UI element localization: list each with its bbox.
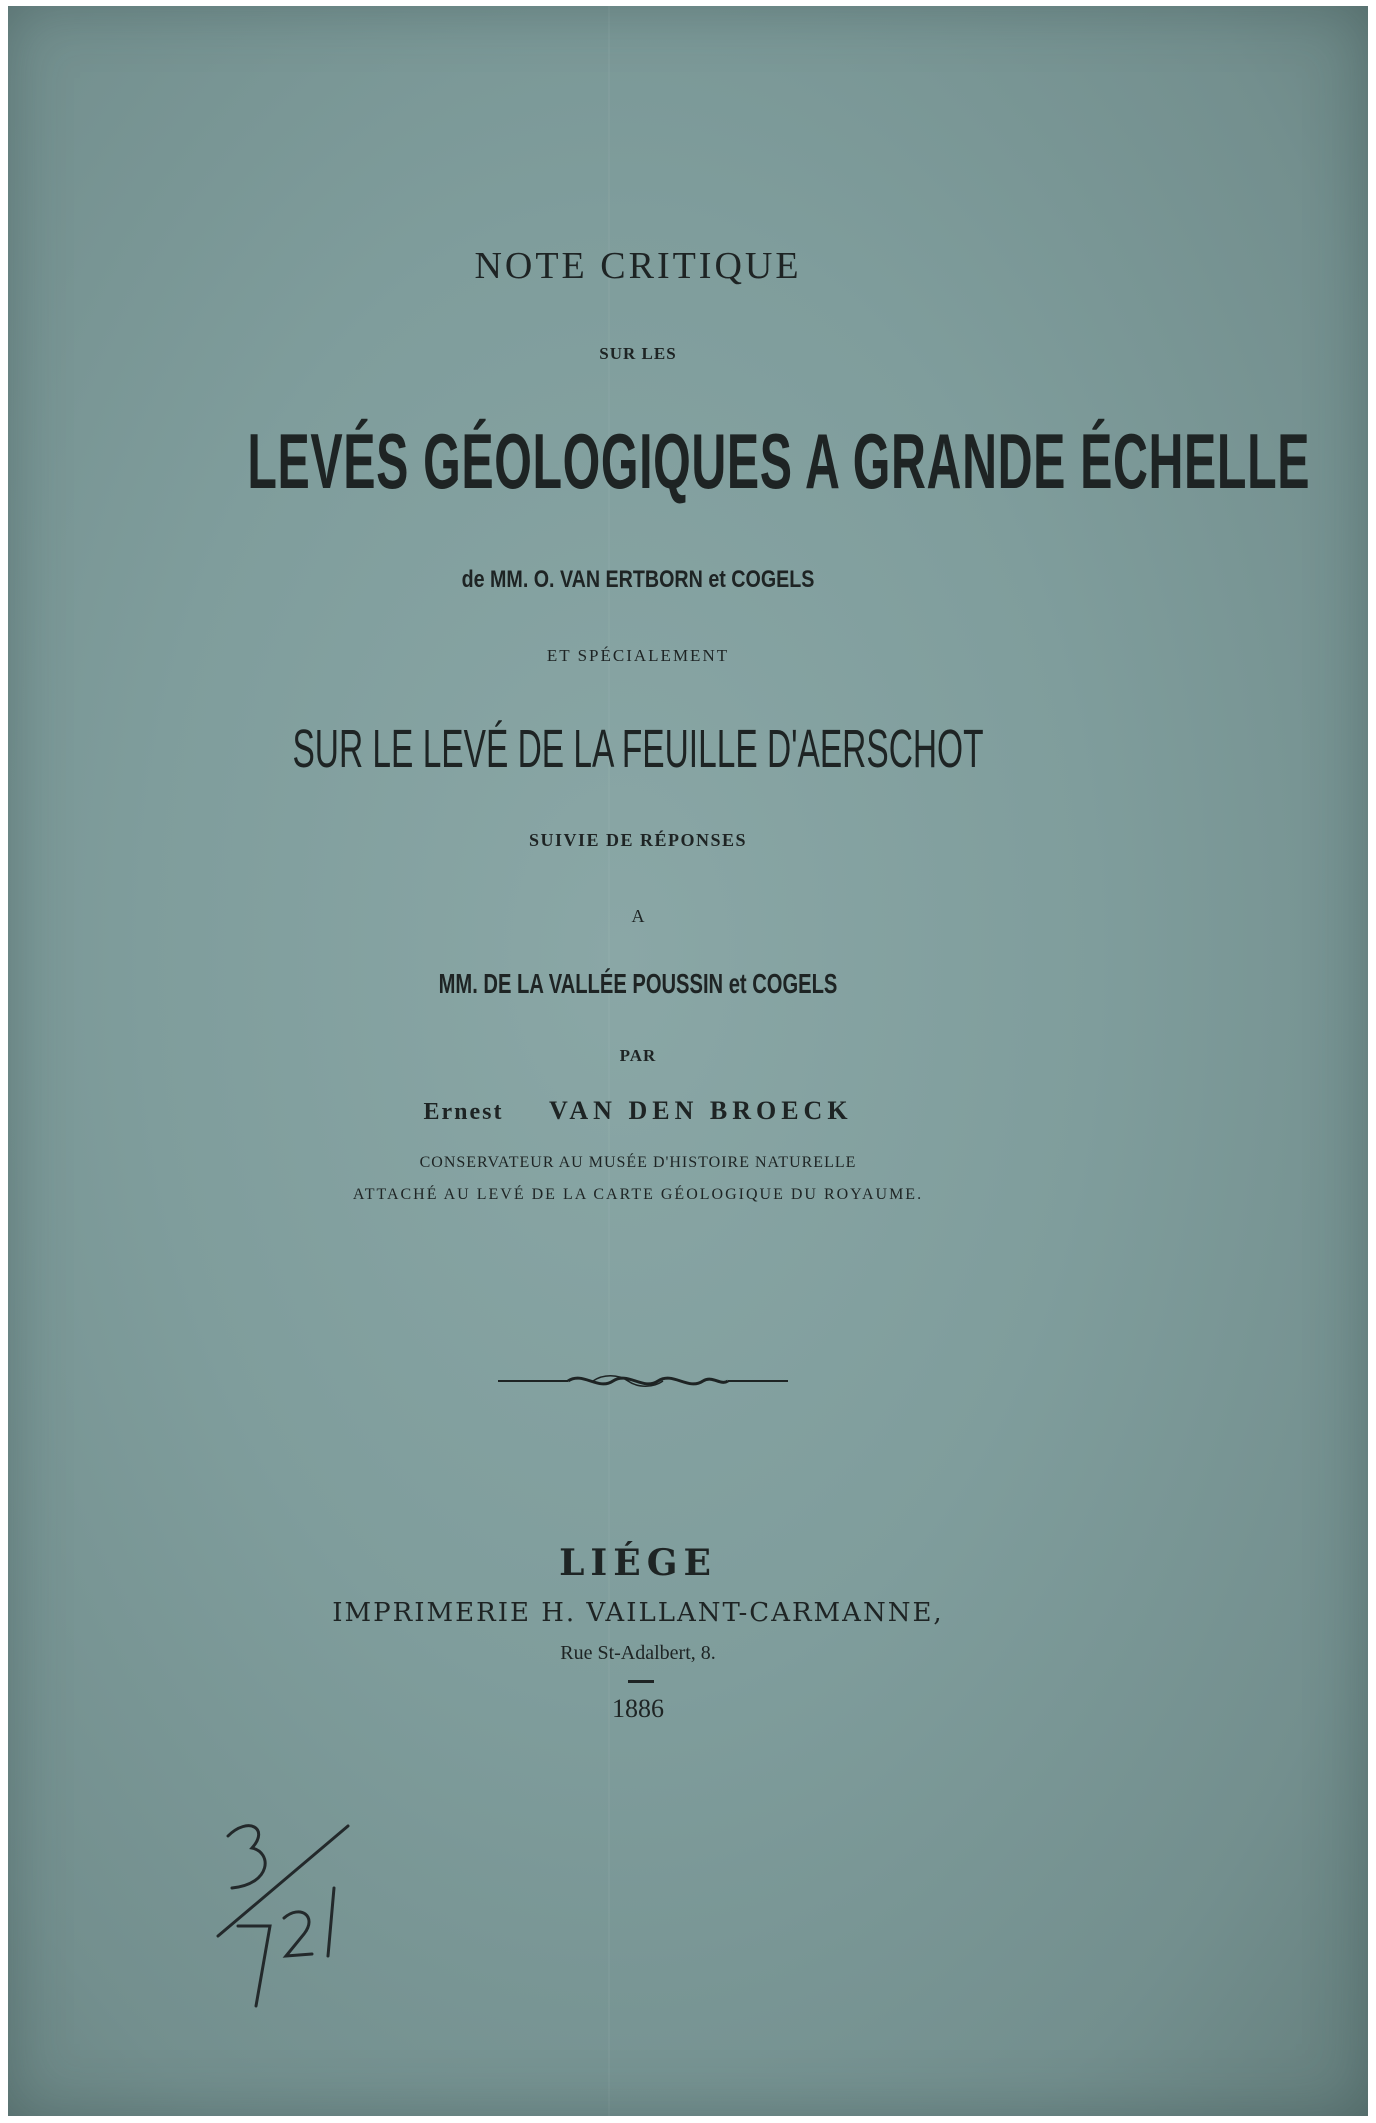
author-position-1: CONSERVATEUR AU MUSÉE D'HISTOIRE NATURELLE — [419, 1154, 857, 1171]
year-rule — [628, 1680, 654, 1683]
main-title: LEVÉS GÉOLOGIQUES A GRANDE ÉCHELLE — [247, 417, 1311, 505]
authors-line: de MM. O. VAN ERTBORN et COGELS — [461, 566, 815, 593]
author-spacer — [515, 1096, 538, 1125]
par-line: PAR — [619, 1046, 657, 1065]
author-given-name: Ernest — [423, 1099, 504, 1125]
title-note-critique: NOTE CRITIQUE — [474, 245, 802, 287]
printer-address: Rue St-Adalbert, 8. — [560, 1642, 716, 1664]
handwritten-shelfmark — [208, 1806, 388, 2046]
author-position-2: ATTACHÉ AU LEVÉ DE LA CARTE GÉOLOGIQUE DU ROYAUME. — [352, 1186, 924, 1203]
a-line: A — [631, 906, 645, 926]
specialement-line: ET SPÉCIALEMENT — [546, 646, 730, 665]
respondents-line: MM. DE LA VALLÉE POUSSIN et COGELS — [438, 968, 838, 999]
feuille-title: SUR LE LEVÉ DE LA FEUILLE D'AERSCHOT — [292, 719, 984, 779]
ornament-divider — [498, 1366, 788, 1396]
printer-name: IMPRIMERIE H. VAILLANT-CARMANNE, — [332, 1598, 944, 1628]
city-name: LIÉGE — [559, 1542, 717, 1584]
subtitle-sur-les: SUR LES — [599, 344, 677, 363]
pamphlet-cover — [8, 6, 1368, 2116]
author-name — [8, 1096, 1268, 1126]
suivie-line: SUIVIE DE RÉPONSES — [528, 830, 748, 850]
publication-year: 1886 — [612, 1694, 664, 1723]
author-family-name: VAN DEN BROECK — [548, 1096, 853, 1125]
